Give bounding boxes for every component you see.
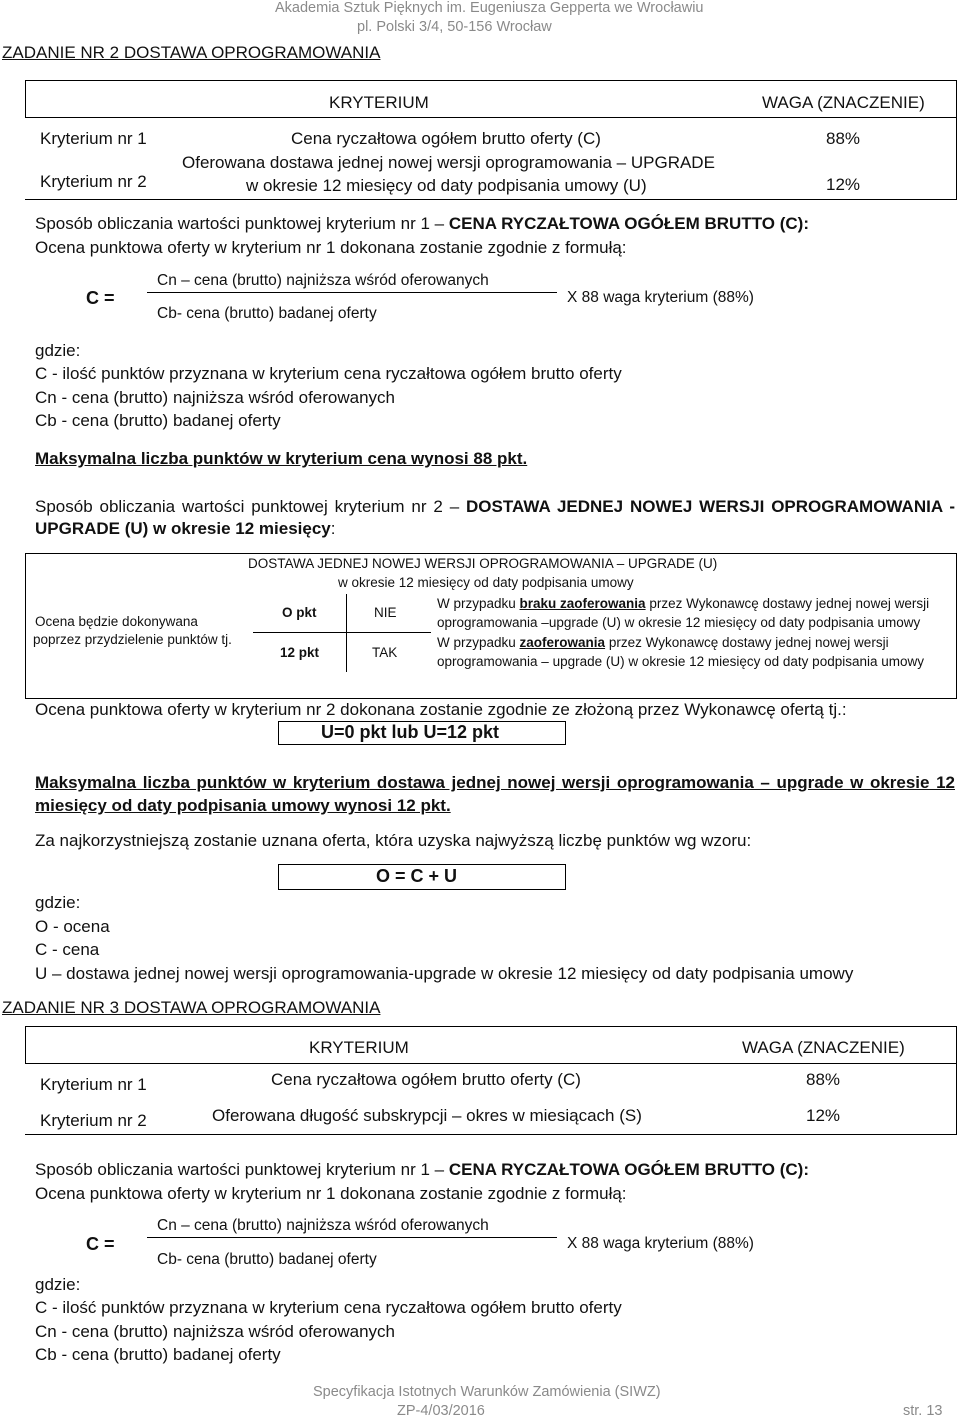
where2-label: gdzie: bbox=[35, 893, 81, 912]
t3-criterion-2-label: Kryterium nr 2 bbox=[40, 1111, 147, 1130]
criterion-2-label: Kryterium nr 2 bbox=[40, 172, 147, 191]
task2-title: ZADANIE NR 2 DOSTAWA OPROGRAMOWANIA bbox=[2, 43, 381, 62]
row1-points: O pkt bbox=[282, 605, 317, 620]
row2-flag: TAK bbox=[372, 645, 398, 660]
t3-formula-denominator: Cb- cena (brutto) badanej oferty bbox=[157, 1251, 377, 1268]
t3-method1-description: Ocena punktowa oferty w kryterium nr 1 dokonana zostanie zgodnie z formułą: bbox=[35, 1184, 627, 1203]
row2-points: 12 pkt bbox=[280, 645, 320, 660]
criterion-2-desc-line1: Oferowana dostawa jednej nowej wersji oprogramowania – UPGRADE bbox=[182, 153, 715, 172]
criterion-2-desc-line2: w okresie 12 miesięcy od daty podpisania umowy (U) bbox=[246, 176, 647, 195]
scoring-left-line1: Ocena będzie dokonywana bbox=[35, 614, 198, 629]
t3-method1-heading bbox=[35, 1160, 809, 1180]
criterion-2-weight: 12% bbox=[826, 175, 861, 194]
formula-multiplier: X 88 waga kryterium (88%) bbox=[567, 289, 754, 306]
footer-title: Specyfikacja Istotnych Warunków Zamówienia (SIWZ) bbox=[313, 1384, 661, 1400]
t3-formula-fraction-bar bbox=[147, 1237, 557, 1238]
row1-desc-line2: oprogramowania –upgrade (U) w okresie 12 miesięcy od daty podpisania umowy bbox=[437, 615, 921, 630]
scoring-grid bbox=[253, 594, 431, 672]
t3-table-header-criterion: KRYTERIUM bbox=[309, 1038, 409, 1057]
header-org-name: Akademia Sztuk Pięknych im. Eugeniusza Gepperta we Wrocławiu bbox=[275, 0, 704, 16]
def-cb: Cb - cena (brutto) badanej oferty bbox=[35, 411, 281, 430]
formula-lhs: C = bbox=[86, 288, 115, 308]
t3-formula-lhs: C = bbox=[86, 1234, 115, 1254]
method1-description: Ocena punktowa oferty w kryterium nr 1 dokonana zostanie zgodnie z formułą: bbox=[35, 238, 627, 257]
t3-table-header-weight: WAGA (ZNACZENIE) bbox=[742, 1038, 905, 1057]
formula-numerator: Cn – cena (brutto) najniższa wśród oferowanych bbox=[157, 272, 489, 289]
t3-def-cb: Cb - cena (brutto) badanej oferty bbox=[35, 1345, 281, 1364]
footer-page-number: str. 13 bbox=[903, 1403, 943, 1419]
row1-desc-a: W przypadku bbox=[437, 596, 520, 611]
method1-prefix: Sposób obliczania wartości punktowej kryterium nr 1 – bbox=[35, 214, 449, 233]
row1-desc-line1 bbox=[437, 596, 929, 611]
method1-heading bbox=[35, 214, 809, 234]
method2-bold2: UPGRADE (U) w okresie 12 miesięcy bbox=[35, 519, 331, 538]
score2-box bbox=[278, 721, 566, 745]
table-header-weight: WAGA (ZNACZENIE) bbox=[762, 93, 925, 112]
criterion-1-weight: 88% bbox=[826, 129, 861, 148]
criterion-1-desc: Cena ryczałtowa ogółem brutto oferty (C) bbox=[291, 129, 601, 148]
score2-text: Ocena punktowa oferty w kryterium nr 2 dokonana zostanie zgodnie ze złożoną przez Wykonawcę ofertą tj.: bbox=[35, 700, 847, 719]
max-points-upgrade-line1: Maksymalna liczba punktów w kryterium dostawa jednej nowej wersji oprogramowania – upgrade w okresie 12 bbox=[35, 773, 955, 792]
row2-desc-b: zaoferowania bbox=[519, 635, 606, 650]
row1-desc-c: przez Wykonawcę dostawy jednej nowej wersji bbox=[645, 596, 930, 611]
t3-where-label: gdzie: bbox=[35, 1275, 81, 1294]
method2-prefix: Sposób obliczania wartości punktowej kryterium nr 2 – bbox=[35, 497, 460, 516]
def-u: U – dostawa jednej nowej wersji oprogramowania-upgrade w okresie 12 miesięcy od daty podpisania umowy bbox=[35, 964, 854, 983]
t3-formula-numerator: Cn – cena (brutto) najniższa wśród oferowanych bbox=[157, 1217, 489, 1234]
t3-criterion-2-weight: 12% bbox=[806, 1106, 841, 1125]
row1-desc-b: braku zaoferowania bbox=[519, 596, 646, 611]
header-org-address: pl. Polski 3/4, 50-156 Wrocław bbox=[357, 19, 552, 35]
row1-flag: NIE bbox=[374, 605, 397, 620]
best-offer-text: Za najkorzystniejszą zostanie uznana oferta, która uzyska najwyższą liczbę punktów wg wzoru: bbox=[35, 831, 752, 850]
t3-method1-prefix: Sposób obliczania wartości punktowej kryterium nr 1 – bbox=[35, 1160, 449, 1179]
t3-method1-bold: CENA RYCZAŁTOWA OGÓŁEM BRUTTO (C): bbox=[448, 1160, 809, 1179]
t3-criterion-1-desc: Cena ryczałtowa ogółem brutto oferty (C) bbox=[271, 1070, 581, 1089]
row2-desc-a: W przypadku bbox=[437, 635, 520, 650]
method2-heading-line2 bbox=[35, 519, 335, 539]
score2-formula: U=0 pkt lub U=12 pkt bbox=[321, 722, 500, 742]
row2-desc-line1 bbox=[437, 635, 889, 650]
scoring-head-line1: DOSTAWA JEDNEJ NOWEJ WERSJI OPROGRAMOWANIA – UPGRADE (U) bbox=[248, 556, 718, 571]
t3-def-c: C - ilość punktów przyznana w kryterium cena ryczałtowa ogółem brutto oferty bbox=[35, 1298, 622, 1317]
def-c: C - ilość punktów przyznana w kryterium cena ryczałtowa ogółem brutto oferty bbox=[35, 364, 622, 383]
t3-criterion-1-label: Kryterium nr 1 bbox=[40, 1075, 147, 1094]
row2-desc-c: przez Wykonawcę dostawy jednej nowej wersji bbox=[605, 635, 889, 650]
max-points-upgrade-line2: miesięcy od daty podpisania umowy wynosi 12 pkt. bbox=[35, 796, 451, 815]
def-c2: C - cena bbox=[35, 940, 100, 959]
scoring-head-line2: w okresie 12 miesięcy od daty podpisania umowy bbox=[338, 575, 634, 590]
def-cn: Cn - cena (brutto) najniższa wśród oferowanych bbox=[35, 388, 395, 407]
total-formula: O = C + U bbox=[376, 866, 458, 886]
t3-criterion-2-desc: Oferowana długość subskrypcji – okres w miesiącach (S) bbox=[212, 1106, 642, 1125]
table-header-criterion: KRYTERIUM bbox=[329, 93, 429, 112]
row2-desc-line2: oprogramowania – upgrade (U) w okresie 12 miesięcy od daty podpisania umowy bbox=[437, 654, 925, 669]
criterion-1-label: Kryterium nr 1 bbox=[40, 129, 147, 148]
method2-colon: : bbox=[330, 519, 336, 538]
t3-criterion-1-weight: 88% bbox=[806, 1070, 841, 1089]
scoring-left-line2: poprzez przydzielenie punktów tj. bbox=[33, 632, 232, 647]
formula-denominator: Cb- cena (brutto) badanej oferty bbox=[157, 305, 377, 322]
method2-bold1: DOSTAWA JEDNEJ NOWEJ WERSJI OPROGRAMOWANIA - bbox=[466, 497, 955, 516]
t3-def-cn: Cn - cena (brutto) najniższa wśród oferowanych bbox=[35, 1322, 395, 1341]
t3-formula-multiplier: X 88 waga kryterium (88%) bbox=[567, 1235, 754, 1252]
def-o: O - ocena bbox=[35, 917, 110, 936]
max-points-price: Maksymalna liczba punktów w kryterium cena wynosi 88 pkt. bbox=[35, 449, 528, 468]
method2-heading-line1 bbox=[35, 497, 955, 517]
total-formula-box bbox=[278, 864, 566, 890]
method1-bold: CENA RYCZAŁTOWA OGÓŁEM BRUTTO (C): bbox=[448, 214, 809, 233]
where-label: gdzie: bbox=[35, 341, 81, 360]
footer-reference: ZP-4/03/2016 bbox=[397, 1403, 485, 1419]
formula-fraction-bar bbox=[147, 292, 557, 293]
task3-title: ZADANIE NR 3 DOSTAWA OPROGRAMOWANIA bbox=[2, 998, 381, 1017]
